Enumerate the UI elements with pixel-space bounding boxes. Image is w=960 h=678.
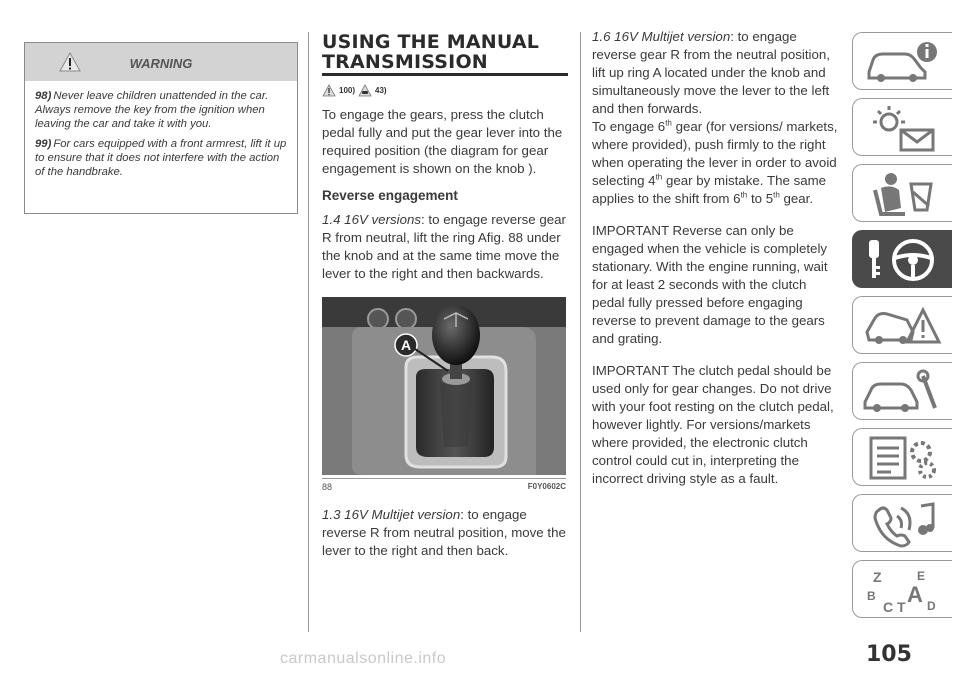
- section-title: USING THE MANUAL TRANSMISSION: [322, 31, 540, 73]
- warning-triangle-icon: [322, 84, 336, 97]
- svg-text:B: B: [867, 589, 876, 603]
- warning-box: [24, 42, 298, 214]
- intro-paragraph: To engage the gears, press the clutch pedal fully and put the gear lever into the required position (the diagram for gear engagement is shown on the knob ).: [322, 107, 563, 176]
- figure-caption: [322, 478, 566, 492]
- warning-item: 98) Never leave children unattended in the car. Always remove the key from the ignition when leaving the car and take it with you.: [35, 90, 269, 130]
- warning-header: [25, 43, 297, 81]
- key-steering-wheel-icon: [861, 236, 945, 284]
- important-reverse-paragraph: IMPORTANT Reverse can only be engaged when the vehicle is completely stationary. With the engine running, wait for at least 2 seconds with the clutch pedal fully pressed before engaging reverse to prevent damage to the gears and grating.: [592, 223, 828, 346]
- svg-text:C: C: [883, 599, 894, 614]
- warning-body: [25, 81, 297, 179]
- paragraph-1-3-multijet: 1.3 16V Multijet version: to engage reverse R from neutral position, move the lever to the right and then back.: [322, 507, 566, 558]
- tab-safety[interactable]: [852, 164, 952, 222]
- important-clutch-paragraph: IMPORTANT The clutch pedal should be used only for gear changes. Do not drive with your foot resting on the clutch pedal, however lightly. For versions/markets where provided, the electronic clutch control could cut in, interpreting the incorrect driving style as a fault.: [592, 363, 834, 486]
- warning-item: 99) For cars equipped with a front armrest, lift it up to ensure that it does not interfere with the action of the handbrake.: [35, 138, 287, 178]
- svg-text:Z: Z: [873, 569, 882, 585]
- paragraph-1-6-multijet: 1.6 16V Multijet version: to engage reverse gear R from the neutral position, lift up ring A located under the knob and simultaneously move the lever to the left and then forwards.: [592, 29, 830, 116]
- page-number: 105: [866, 642, 912, 667]
- car-maintenance-icon: [861, 368, 945, 416]
- tab-emergency[interactable]: [852, 296, 952, 354]
- gear-lever-photo: [322, 297, 566, 475]
- reverse-engagement-heading: Reverse engagement: [322, 188, 458, 203]
- watermark-text: carmanualsonline.info: [280, 650, 447, 667]
- column-divider: [580, 32, 581, 632]
- tab-maintenance[interactable]: [852, 362, 952, 420]
- multimedia-icon: [861, 500, 945, 548]
- title-underline: [322, 73, 568, 76]
- figure-number: 88: [322, 482, 333, 492]
- tab-index[interactable]: [852, 560, 952, 618]
- car-info-icon: [861, 38, 945, 86]
- tab-car-info[interactable]: [852, 32, 952, 90]
- reference-markers: 100) 43): [322, 82, 568, 98]
- tab-starting-driving[interactable]: [852, 230, 952, 288]
- middle-column: [322, 32, 568, 560]
- tab-multimedia[interactable]: [852, 494, 952, 552]
- tab-dashboard-lights[interactable]: [852, 98, 952, 156]
- gear-lever-illustration: [322, 297, 566, 475]
- seat-safety-icon: [861, 170, 945, 218]
- warning-title: WARNING: [129, 56, 193, 71]
- sixth-gear-paragraph: To engage 6th gear (for versions/ markets, where provided), push firmly to the right when operating the lever in order to avoid selecting 4th gear by mistake. The same applies to the shift from 6th to 5th gear.: [592, 118, 838, 206]
- tab-technical-data[interactable]: [852, 428, 952, 486]
- alphabetical-index-icon: [861, 566, 945, 614]
- dashboard-lights-icon: [861, 104, 945, 152]
- caution-car-icon: [358, 84, 372, 97]
- figure-label-a: A: [400, 337, 412, 353]
- right-column: [592, 28, 840, 488]
- technical-data-icon: [861, 434, 945, 482]
- breakdown-warning-icon: [861, 302, 945, 350]
- figure-code: F0Y0602C: [527, 482, 566, 491]
- svg-text:A: A: [907, 582, 923, 607]
- svg-text:T: T: [897, 599, 906, 614]
- chapter-tabs: [852, 32, 952, 626]
- svg-text:E: E: [917, 569, 926, 583]
- paragraph-1-4-versions: 1.4 16V versions: to engage reverse gear R from neutral, lift the ring Afig. 88 under the knob and at the same time move the lever to the right and then backwards.: [322, 212, 566, 281]
- svg-text:D: D: [927, 599, 936, 613]
- column-divider: [308, 32, 309, 632]
